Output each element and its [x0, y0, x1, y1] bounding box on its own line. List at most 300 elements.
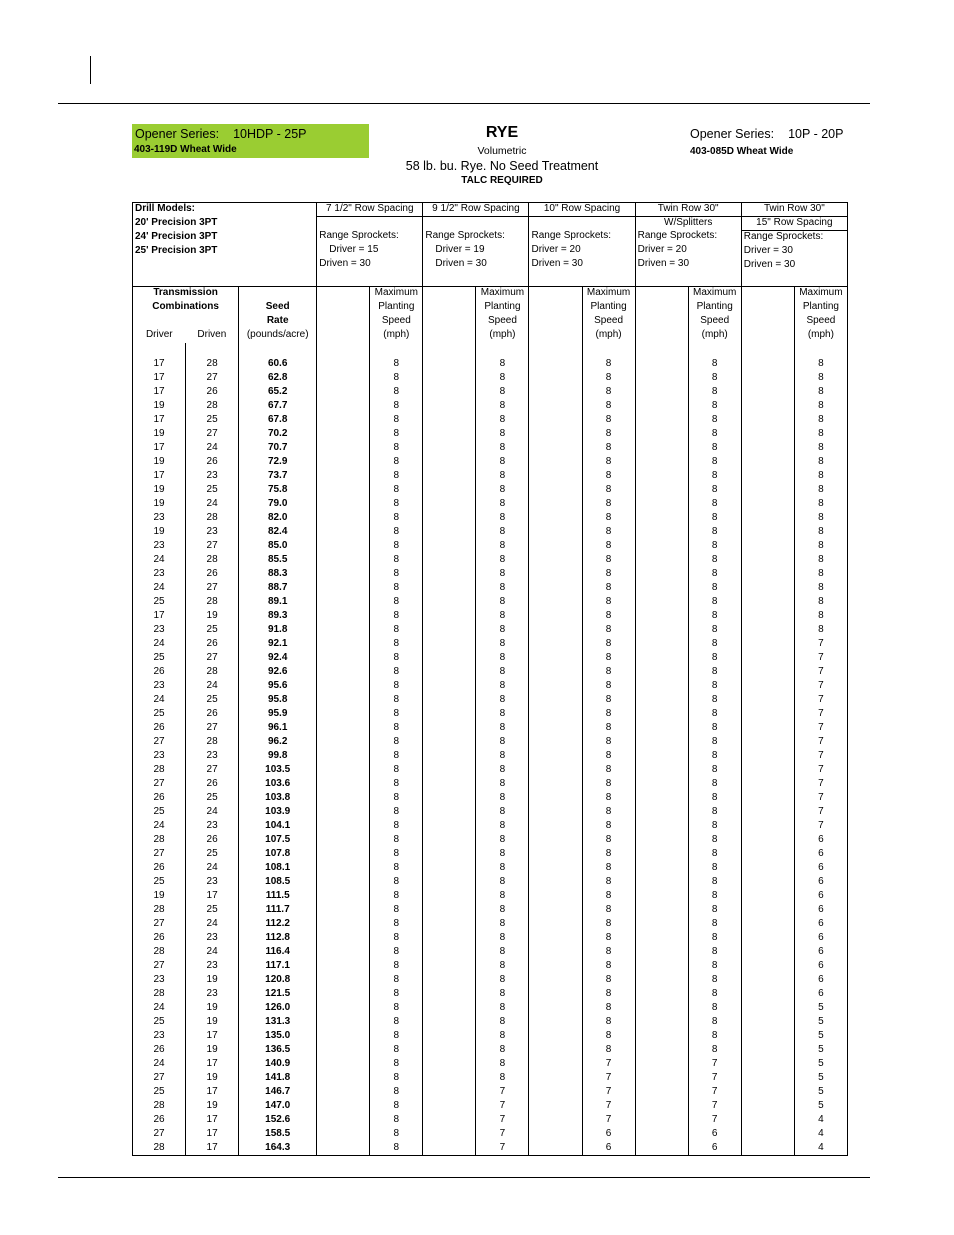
speed-cell: 8	[688, 483, 741, 497]
speed-cell: 8	[476, 875, 529, 889]
table-row	[133, 1127, 848, 1141]
blank-cell	[317, 623, 370, 637]
sprocket-driver: Driver = 19	[435, 244, 485, 255]
blank-cell	[741, 455, 794, 469]
speed-cell: 8	[688, 539, 741, 553]
spacing-title: 9 1/2" Row Spacing	[423, 203, 528, 217]
speed-cell: 8	[370, 483, 423, 497]
blank-cell	[635, 735, 688, 749]
driver-cell: 23	[133, 567, 186, 581]
speed-cell: 8	[688, 819, 741, 833]
blank-cell	[529, 539, 582, 553]
speed-cell: 8	[476, 903, 529, 917]
speed-blank-header	[423, 287, 476, 344]
driver-cell: 28	[133, 763, 186, 777]
driven-cell: 17	[186, 1141, 239, 1156]
speed-cell: 8	[370, 1043, 423, 1057]
blank-cell	[741, 553, 794, 567]
speed-cell: 6	[794, 847, 847, 861]
speed-cell: 8	[582, 581, 635, 595]
blank-cell	[635, 483, 688, 497]
speed-cell: 7	[476, 1141, 529, 1156]
speed-cell: 8	[370, 497, 423, 511]
blank-cell	[635, 1001, 688, 1015]
blank-cell	[741, 595, 794, 609]
driven-cell: 23	[186, 987, 239, 1001]
blank-cell	[423, 707, 476, 721]
speed-cell: 8	[794, 483, 847, 497]
blank-cell	[635, 1099, 688, 1113]
table-row	[133, 595, 848, 609]
seed-rate-cell: 95.8	[239, 693, 317, 707]
blank-cell	[635, 399, 688, 413]
blank-cell	[741, 525, 794, 539]
seed-rate-cell: 126.0	[239, 1001, 317, 1015]
speed-cell: 8	[582, 413, 635, 427]
speed-cell: 8	[370, 623, 423, 637]
blank-cell	[529, 707, 582, 721]
table-row	[133, 875, 848, 889]
speed-cell: 8	[370, 1085, 423, 1099]
speed-cell: 5	[794, 1015, 847, 1029]
seed-rate-cell: 107.5	[239, 833, 317, 847]
blank-cell	[741, 1141, 794, 1156]
speed-cell: 8	[370, 903, 423, 917]
speed-cell: 8	[794, 595, 847, 609]
blank-cell	[317, 483, 370, 497]
sprocket-driven: Driven = 30	[435, 258, 487, 269]
speed-cell: 8	[370, 959, 423, 973]
table-row	[133, 371, 848, 385]
speed-cell: 8	[476, 791, 529, 805]
speed-cell: 6	[794, 973, 847, 987]
table-row	[133, 483, 848, 497]
blank-cell	[635, 357, 688, 371]
speed-cell: 8	[582, 735, 635, 749]
blank-cell	[423, 763, 476, 777]
speed-cell: 8	[476, 637, 529, 651]
speed-cell: 8	[794, 357, 847, 371]
table-row	[133, 637, 848, 651]
speed-cell: 7	[476, 1127, 529, 1141]
speed-cell: 7	[794, 693, 847, 707]
table-row	[133, 861, 848, 875]
seed-rate-cell: 111.5	[239, 889, 317, 903]
sprockets-label: Range Sprockets:	[319, 230, 399, 241]
seed-rate-cell: 135.0	[239, 1029, 317, 1043]
opener-left-value: 10HDP - 25P	[233, 127, 307, 141]
driver-cell: 23	[133, 749, 186, 763]
sprocket-driver: Driver = 30	[743, 245, 793, 256]
blank-cell	[529, 1141, 582, 1156]
speed-cell: 8	[582, 987, 635, 1001]
speed-cell: 8	[582, 763, 635, 777]
speed-cell: 7	[582, 1099, 635, 1113]
driver-cell: 27	[133, 917, 186, 931]
blank-cell	[529, 665, 582, 679]
seed-rate-cell: 96.1	[239, 721, 317, 735]
speed-cell: 6	[688, 1127, 741, 1141]
speed-cell: 8	[582, 791, 635, 805]
seed-rate-cell: 141.8	[239, 1071, 317, 1085]
speed-cell: 8	[582, 1029, 635, 1043]
blank-cell	[741, 819, 794, 833]
blank-cell	[741, 777, 794, 791]
driven-cell: 28	[186, 357, 239, 371]
blank-cell	[741, 973, 794, 987]
blank-cell	[317, 679, 370, 693]
blank-cell	[529, 777, 582, 791]
speed-cell: 8	[476, 441, 529, 455]
speed-cell: 8	[476, 889, 529, 903]
sprocket-driven: Driven = 30	[531, 258, 583, 269]
driven-cell: 27	[186, 581, 239, 595]
speed-cell: 8	[688, 553, 741, 567]
driver-cell: 19	[133, 525, 186, 539]
speed-cell: 8	[688, 399, 741, 413]
speed-cell: 7	[582, 1071, 635, 1085]
seed-rate-cell: 96.2	[239, 735, 317, 749]
driver-cell: 28	[133, 1099, 186, 1113]
speed-cell: 8	[370, 637, 423, 651]
seed-rate-cell: 62.8	[239, 371, 317, 385]
speed-cell: 8	[688, 1029, 741, 1043]
blank-cell	[635, 1015, 688, 1029]
speed-cell: 5	[794, 1085, 847, 1099]
sprocket-driver: Driver = 20	[531, 244, 581, 255]
speed-cell: 8	[370, 399, 423, 413]
speed-cell: 8	[582, 553, 635, 567]
blank-cell	[529, 441, 582, 455]
speed-cell: 8	[370, 525, 423, 539]
blank-cell	[741, 1001, 794, 1015]
drill-model: 25' Precision 3PT	[135, 245, 218, 256]
speed-cell: 8	[794, 399, 847, 413]
seed-rate-cell: 92.1	[239, 637, 317, 651]
sprockets-label: Range Sprockets:	[531, 230, 611, 241]
blank-cell	[529, 693, 582, 707]
table-row	[133, 763, 848, 777]
blank-cell	[423, 567, 476, 581]
blank-cell	[317, 539, 370, 553]
blank-cell	[635, 819, 688, 833]
speed-cell: 8	[370, 455, 423, 469]
driven-cell: 28	[186, 735, 239, 749]
blank-cell	[423, 1057, 476, 1071]
blank-cell	[635, 567, 688, 581]
crop-subtitle: Volumetric	[477, 145, 527, 157]
table-row	[133, 651, 848, 665]
blank-cell	[635, 875, 688, 889]
blank-cell	[423, 1029, 476, 1043]
driver-cell: 26	[133, 931, 186, 945]
driven-cell: 23	[186, 749, 239, 763]
blank-cell	[423, 1085, 476, 1099]
blank-cell	[741, 637, 794, 651]
blank-cell	[317, 637, 370, 651]
blank-cell	[423, 959, 476, 973]
seed-rate-cell: 88.3	[239, 567, 317, 581]
opener-series-right	[690, 127, 843, 157]
blank-cell	[529, 861, 582, 875]
driven-cell: 26	[186, 707, 239, 721]
blank-cell	[423, 1127, 476, 1141]
driver-cell: 28	[133, 903, 186, 917]
driven-cell: 24	[186, 679, 239, 693]
speed-cell: 8	[476, 623, 529, 637]
driven-cell: 25	[186, 413, 239, 427]
driver-cell: 19	[133, 399, 186, 413]
seed-rate-cell: 79.0	[239, 497, 317, 511]
speed-cell: 8	[476, 819, 529, 833]
sprocket-driven: Driven = 30	[637, 258, 690, 269]
table-row	[133, 777, 848, 791]
speed-cell: 8	[794, 455, 847, 469]
blank-cell	[423, 973, 476, 987]
speed-cell: 8	[476, 693, 529, 707]
footer-rule	[58, 1177, 870, 1178]
table-row	[133, 399, 848, 413]
driver-cell: 19	[133, 455, 186, 469]
spacer-row	[133, 343, 848, 357]
table-row	[133, 931, 848, 945]
blank-cell	[635, 805, 688, 819]
speed-cell: 5	[794, 1001, 847, 1015]
seed-rate-cell: 67.8	[239, 413, 317, 427]
speed-cell: 7	[794, 777, 847, 791]
blank-cell	[529, 511, 582, 525]
blank-cell	[529, 385, 582, 399]
blank-cell	[529, 1127, 582, 1141]
blank-cell	[529, 623, 582, 637]
blank-cell	[635, 651, 688, 665]
speed-cell: 8	[370, 427, 423, 441]
table-row	[133, 833, 848, 847]
speed-cell: 7	[794, 749, 847, 763]
sprocket-driven: Driven = 30	[319, 258, 371, 269]
blank-cell	[317, 707, 370, 721]
speed-header-line: Maximum	[480, 287, 525, 298]
driver-cell: 27	[133, 959, 186, 973]
speed-cell: 8	[370, 1001, 423, 1015]
crop-title: RYE	[485, 124, 519, 141]
blank-cell	[635, 973, 688, 987]
speed-cell: 8	[582, 665, 635, 679]
blank-cell	[529, 371, 582, 385]
driven-cell: 23	[186, 875, 239, 889]
blank-cell	[635, 469, 688, 483]
blank-cell	[635, 1127, 688, 1141]
driven-cell: 23	[186, 525, 239, 539]
speed-cell: 8	[476, 707, 529, 721]
speed-header	[688, 287, 741, 344]
blank-cell	[529, 1001, 582, 1015]
speed-cell: 8	[476, 651, 529, 665]
blank-cell	[423, 931, 476, 945]
speed-header-line: Planting	[696, 301, 733, 312]
blank-cell	[529, 483, 582, 497]
speed-cell: 7	[794, 651, 847, 665]
driver-cell: 28	[133, 987, 186, 1001]
seed-rate-cell: 73.7	[239, 469, 317, 483]
blank-cell	[741, 399, 794, 413]
spacing-subtitle	[317, 217, 422, 230]
blank-cell	[635, 777, 688, 791]
driver-cell: 24	[133, 1001, 186, 1015]
blank-cell	[423, 945, 476, 959]
seed-rate-cell: 67.7	[239, 399, 317, 413]
spacing-subtitle: 15" Row Spacing	[742, 217, 847, 231]
driver-cell: 23	[133, 1029, 186, 1043]
speed-cell: 8	[370, 567, 423, 581]
seed-rate-cell: 89.3	[239, 609, 317, 623]
speed-cell: 7	[688, 1057, 741, 1071]
blank-cell	[529, 847, 582, 861]
blank-cell	[423, 987, 476, 1001]
blank-cell	[423, 357, 476, 371]
blank-cell	[317, 1099, 370, 1113]
driver-cell: 17	[133, 413, 186, 427]
driven-cell: 26	[186, 567, 239, 581]
speed-cell: 5	[794, 1029, 847, 1043]
blank-cell	[423, 483, 476, 497]
speed-cell: 8	[370, 847, 423, 861]
driven-cell: 19	[186, 609, 239, 623]
speed-cell: 6	[582, 1141, 635, 1156]
speed-cell: 8	[370, 945, 423, 959]
speed-cell: 6	[688, 1141, 741, 1156]
driver-cell: 24	[133, 693, 186, 707]
blank-cell	[423, 455, 476, 469]
driver-cell: 23	[133, 539, 186, 553]
blank-cell	[423, 1071, 476, 1085]
blank-cell	[317, 581, 370, 595]
drill-model: 20' Precision 3PT	[135, 217, 218, 228]
blank-cell	[529, 973, 582, 987]
blank-cell	[635, 497, 688, 511]
speed-cell: 8	[370, 931, 423, 945]
speed-cell: 8	[370, 581, 423, 595]
speed-cell: 8	[476, 987, 529, 1001]
blank-cell	[529, 889, 582, 903]
blank-cell	[317, 833, 370, 847]
seed-rate-cell: 104.1	[239, 819, 317, 833]
speed-cell: 8	[582, 917, 635, 931]
blank-cell	[529, 875, 582, 889]
blank-cell	[317, 931, 370, 945]
speed-cell: 8	[476, 1057, 529, 1071]
blank-cell	[529, 931, 582, 945]
blank-cell	[529, 455, 582, 469]
speed-cell: 8	[688, 637, 741, 651]
speed-cell: 8	[582, 371, 635, 385]
speed-cell: 6	[794, 889, 847, 903]
driven-cell: 28	[186, 511, 239, 525]
blank-cell	[635, 511, 688, 525]
speed-cell: 7	[794, 679, 847, 693]
seed-rate-cell: 92.6	[239, 665, 317, 679]
driven-cell: 17	[186, 1029, 239, 1043]
driven-cell: 17	[186, 1113, 239, 1127]
blank-cell	[529, 651, 582, 665]
speed-cell: 8	[582, 805, 635, 819]
table-row	[133, 539, 848, 553]
speed-header-line: (mph)	[383, 329, 410, 340]
table-row	[133, 385, 848, 399]
table-row	[133, 497, 848, 511]
speed-cell: 8	[370, 1029, 423, 1043]
blank-cell	[423, 861, 476, 875]
driver-cell: 17	[133, 609, 186, 623]
speed-cell: 7	[794, 707, 847, 721]
blank-cell	[423, 693, 476, 707]
sprocket-driver: Driver = 15	[329, 244, 379, 255]
speed-cell: 8	[688, 749, 741, 763]
speed-cell: 8	[370, 987, 423, 1001]
blank-cell	[423, 889, 476, 903]
driven-cell: 27	[186, 427, 239, 441]
speed-cell: 7	[582, 1113, 635, 1127]
blank-cell	[423, 1141, 476, 1156]
blank-cell	[317, 763, 370, 777]
driver-cell: 17	[133, 371, 186, 385]
blank-cell	[317, 777, 370, 791]
speed-cell: 8	[370, 1071, 423, 1085]
blank-cell	[635, 889, 688, 903]
seed-rate-cell: 88.7	[239, 581, 317, 595]
spacing-header	[317, 203, 423, 287]
speed-cell: 8	[582, 889, 635, 903]
speed-header-line: Planting	[590, 301, 627, 312]
seed-rate-cell: 72.9	[239, 455, 317, 469]
blank-cell	[423, 665, 476, 679]
blank-cell	[529, 553, 582, 567]
speed-header	[794, 287, 847, 344]
speed-cell: 8	[688, 735, 741, 749]
driven-cell: 24	[186, 441, 239, 455]
speed-cell: 8	[476, 847, 529, 861]
speed-cell: 7	[794, 819, 847, 833]
blank-cell	[635, 1141, 688, 1156]
seed-label: Seed	[265, 301, 290, 312]
blank-cell	[529, 903, 582, 917]
speed-cell: 8	[688, 455, 741, 469]
speed-cell: 8	[476, 1071, 529, 1085]
blank-cell	[317, 987, 370, 1001]
speed-cell: 5	[794, 1071, 847, 1085]
blank-cell	[317, 525, 370, 539]
seed-rate-cell: 82.4	[239, 525, 317, 539]
blank-cell	[317, 595, 370, 609]
driver-cell: 25	[133, 707, 186, 721]
driver-cell: 17	[133, 469, 186, 483]
blank-cell	[423, 1113, 476, 1127]
speed-cell: 8	[794, 497, 847, 511]
driver-cell: 27	[133, 1071, 186, 1085]
driven-cell: 28	[186, 553, 239, 567]
driven-cell: 25	[186, 483, 239, 497]
blank-cell	[423, 399, 476, 413]
crop-description: 58 lb. bu. Rye. No Seed Treatment	[405, 159, 599, 173]
speed-cell: 8	[476, 539, 529, 553]
speed-cell: 8	[794, 623, 847, 637]
driver-cell: 19	[133, 497, 186, 511]
speed-cell: 8	[688, 665, 741, 679]
spacing-title: Twin Row 30"	[636, 203, 741, 217]
blank-cell	[423, 805, 476, 819]
driven-cell: 23	[186, 959, 239, 973]
speed-header-line: Planting	[802, 301, 839, 312]
